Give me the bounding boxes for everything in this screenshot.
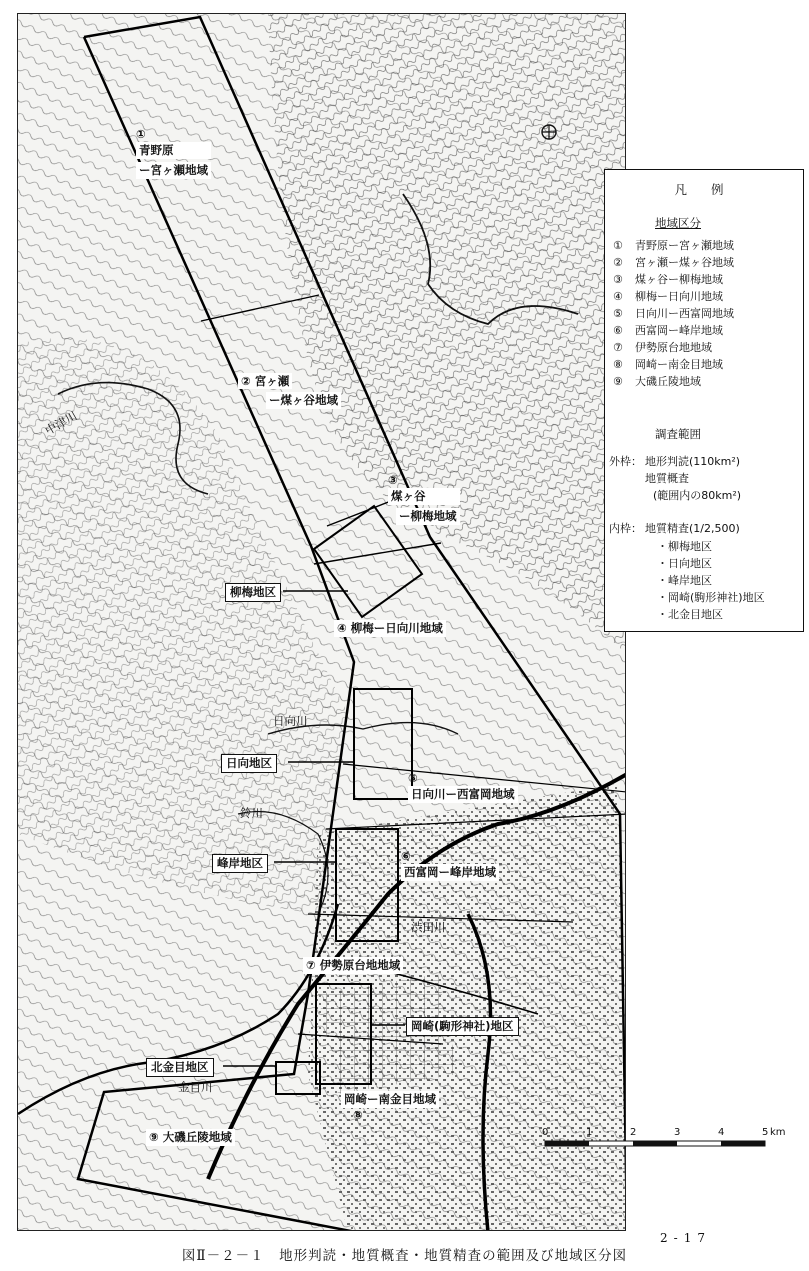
legend-inner-line1: 地質精査(1/2,500) — [645, 522, 740, 535]
legend-outer-label: 外枠： — [609, 455, 642, 468]
region-label-4 — [334, 620, 446, 637]
region-number: ① — [136, 127, 146, 141]
river-label-shibuta: 渋田川 — [411, 920, 446, 934]
region-name: ー宮ヶ瀬地域 — [136, 162, 211, 179]
scale-unit: km — [770, 1127, 786, 1138]
region-name: 大磯丘陵地域 — [162, 1130, 232, 1144]
scale-tick-label: 1 — [586, 1127, 593, 1138]
region-name: ー柳梅地域 — [396, 508, 460, 525]
page-number: 2-17 — [660, 1231, 711, 1245]
scale-tick-label: 4 — [718, 1127, 725, 1138]
region-name: 煤ヶ谷 — [388, 488, 460, 505]
legend-region-item: ⑨ 大磯丘陵地域 — [613, 375, 701, 388]
region-name: 西富岡ー峰岸地域 — [401, 864, 499, 881]
region-name: 青野原 — [136, 142, 211, 159]
legend-region-item: ④ 柳梅ー日向川地域 — [613, 290, 723, 303]
region-label-7 — [303, 957, 403, 974]
district-label-okazaki: 岡崎(駒形神社)地区 — [406, 1017, 519, 1036]
legend-region-item: ⑥ 西富岡ー峰岸地域 — [613, 324, 723, 337]
region-number: ③ — [388, 473, 398, 487]
legend-title: 凡 例 — [674, 182, 734, 197]
legend-outer-line3: (範囲内の80km²) — [653, 489, 742, 502]
legend-region-item: ⑧ 岡崎ー南金目地域 — [613, 358, 723, 371]
legend-outer-line1: 地形判読(110km²) — [645, 455, 741, 468]
legend-inner-item: ・日向地区 — [657, 557, 712, 570]
river-label-kaneme: 金目川 — [178, 1080, 213, 1094]
region-number: ⑥ — [401, 849, 411, 863]
district-label-kitakaneme: 北金目地区 — [146, 1058, 214, 1077]
legend-region-item: ① 青野原ー宮ヶ瀬地域 — [613, 239, 734, 252]
topographic-map — [17, 13, 626, 1231]
region-number: ④ — [337, 621, 347, 635]
region-name: 日向川ー西富岡地域 — [408, 786, 518, 803]
region-label-6 — [401, 849, 499, 881]
scale-tick-label: 0 — [542, 1127, 549, 1138]
river-label-suzu: 鈴川 — [240, 806, 263, 820]
region-number: ⑤ — [408, 771, 418, 785]
figure-caption: 図Ⅱ－２－１ 地形判読・地質概査・地質精査の範囲及び地域区分図 — [181, 1248, 628, 1264]
legend-region-heading: 地域区分 — [655, 216, 701, 230]
region-number: ② — [241, 374, 251, 388]
legend-region-item: ⑤ 日向川ー西富岡地域 — [613, 307, 734, 320]
district-label-hinata: 日向地区 — [221, 754, 277, 773]
region-number: ⑧ — [353, 1108, 363, 1122]
scale-tick-label: 2 — [630, 1127, 637, 1138]
river-label-hinata: 日向川 — [273, 714, 308, 728]
region-name: 伊勢原台地地域 — [319, 958, 401, 972]
region-label-1 — [136, 127, 211, 179]
region-name: ー煤ヶ谷地域 — [266, 392, 341, 409]
legend-region-list — [613, 237, 734, 390]
legend-inner-item: ・柳梅地区 — [657, 540, 712, 553]
legend-inner-item: ・峰岸地区 — [657, 574, 712, 587]
legend-inner-item: ・岡崎(駒形神社)地区 — [657, 591, 765, 604]
legend — [604, 169, 804, 632]
scale-tick-label: 3 — [674, 1127, 681, 1138]
legend-inner-label: 内枠： — [609, 522, 642, 535]
region-name: 柳梅ー日向川地域 — [350, 621, 443, 635]
district-label-minegishi: 峰岸地区 — [212, 854, 268, 873]
scale-bar — [540, 1127, 786, 1157]
river-label-nakatsu: 中津川 — [42, 408, 80, 438]
region-name: 宮ヶ瀬 — [254, 374, 290, 388]
region-label-3 — [388, 473, 460, 525]
scale-tick-label: 5 — [762, 1127, 769, 1138]
region-label-8 — [341, 1091, 439, 1123]
legend-survey-heading: 調査範囲 — [655, 427, 701, 441]
region-number: ⑨ — [149, 1130, 159, 1144]
district-label-yanagiume: 柳梅地区 — [225, 583, 281, 602]
legend-region-item: ② 宮ヶ瀬ー煤ヶ谷地域 — [613, 256, 734, 269]
map-drawing — [18, 14, 626, 1231]
legend-inner-item: ・北金目地区 — [657, 608, 723, 621]
region-name: 岡崎ー南金目地域 — [341, 1091, 439, 1108]
region-label-9 — [146, 1129, 235, 1146]
legend-region-item: ⑦ 伊勢原台地地域 — [613, 341, 712, 354]
region-label-5 — [408, 771, 518, 803]
region-label-2 — [238, 374, 341, 409]
region-number: ⑦ — [306, 958, 316, 972]
legend-outer-line2: 地質概査 — [645, 472, 689, 485]
scale-bar-graphic — [540, 1127, 770, 1157]
legend-region-item: ③ 煤ヶ谷ー柳梅地域 — [613, 273, 723, 286]
